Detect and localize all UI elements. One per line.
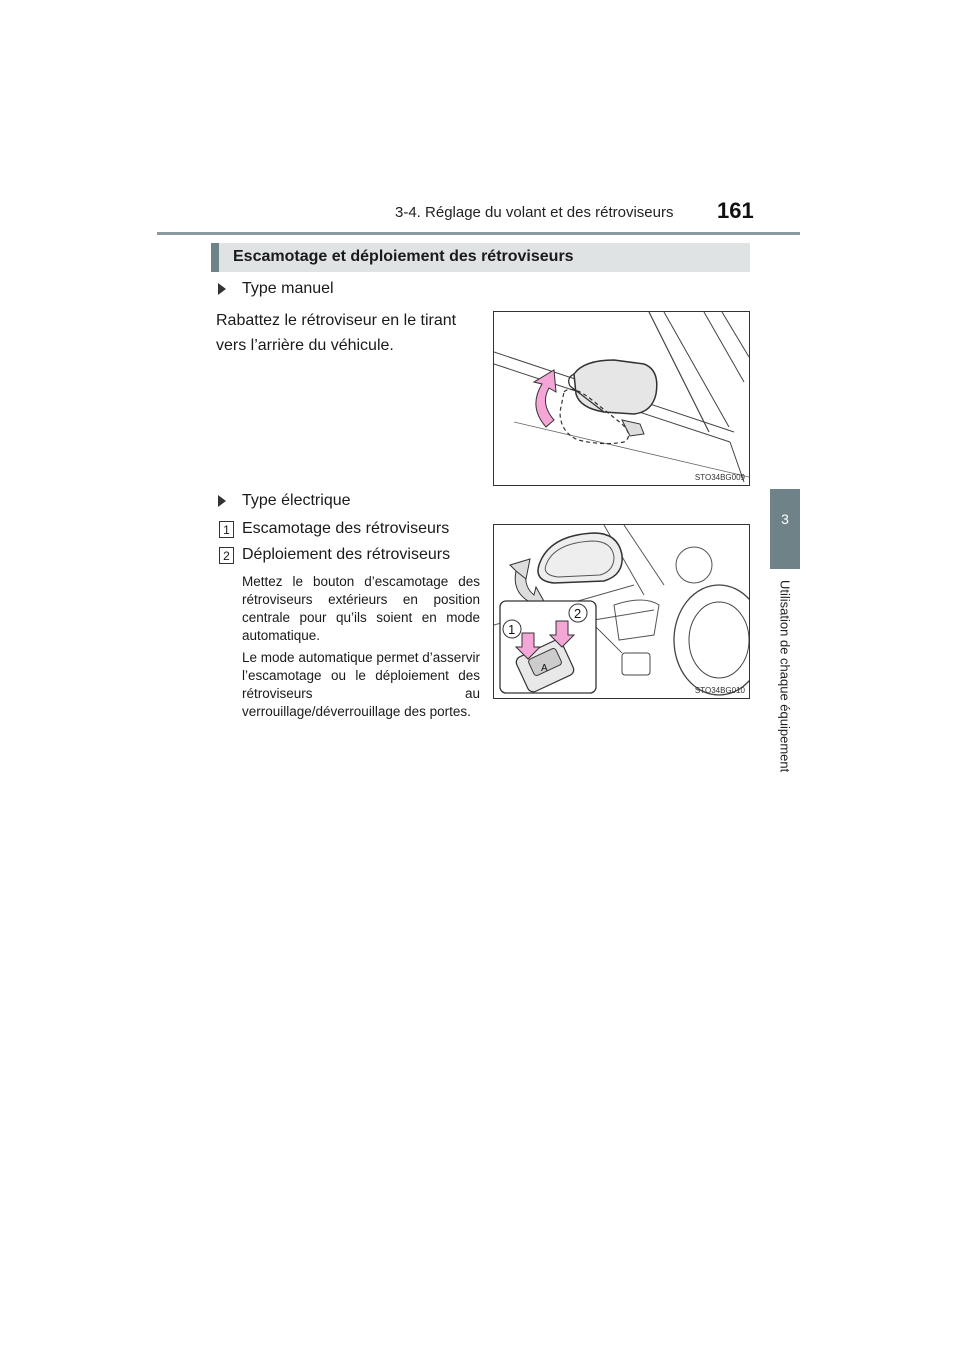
note-auto-lock: Le mode automatique permet d’asservir l’escamotage ou le déploiement des rétroviseurs au verrouillage/déverrouillage des portes. (242, 650, 480, 719)
chapter-tab-label-wrap (770, 580, 800, 773)
section-heading (211, 243, 750, 272)
figure-code-electric: STO34BG010 (694, 686, 745, 695)
page-number: 161 (717, 198, 754, 223)
bullet-manual: Type manuel (242, 280, 334, 297)
figure-code-manual: STO34BG009 (694, 473, 745, 482)
note-auto-mode: Mettez le bouton d’escamotage des rétroviseurs extérieurs en position centrale pour qu’ils soient en mode automatique. (242, 574, 480, 643)
bullet-triangle-icon (218, 495, 226, 507)
bullet-electric: Type électrique (242, 492, 351, 509)
chapter-tab (770, 489, 800, 569)
manual-instruction: Rabattez le rétroviseur en le tirant vers l’arrière du véhicule. (216, 312, 457, 354)
figure-manual-mirror (493, 311, 750, 486)
callout-2: 2 (574, 606, 582, 621)
callout-1: 1 (508, 622, 516, 637)
figure-electric-mirror (493, 524, 750, 699)
bullet-triangle-icon (218, 283, 226, 295)
electric-mirror-illustration (494, 525, 749, 698)
switch-letter: A (541, 663, 548, 674)
item-number-2: 2 (219, 547, 234, 564)
section-title: Escamotage et déploiement des rétroviseurs (233, 248, 574, 265)
chapter-tab-number: 3 (781, 511, 789, 527)
item-label-unfold: Déploiement des rétroviseurs (242, 546, 451, 563)
item-label-fold: Escamotage des rétroviseurs (242, 520, 450, 537)
chapter-tab-label: Utilisation de chaque équipement (777, 580, 793, 773)
item-number-1: 1 (219, 521, 234, 538)
chapter-title: 3-4. Réglage du volant et des rétroviseurs (395, 204, 674, 221)
manual-mirror-illustration (494, 312, 749, 485)
header-rule (157, 232, 800, 235)
